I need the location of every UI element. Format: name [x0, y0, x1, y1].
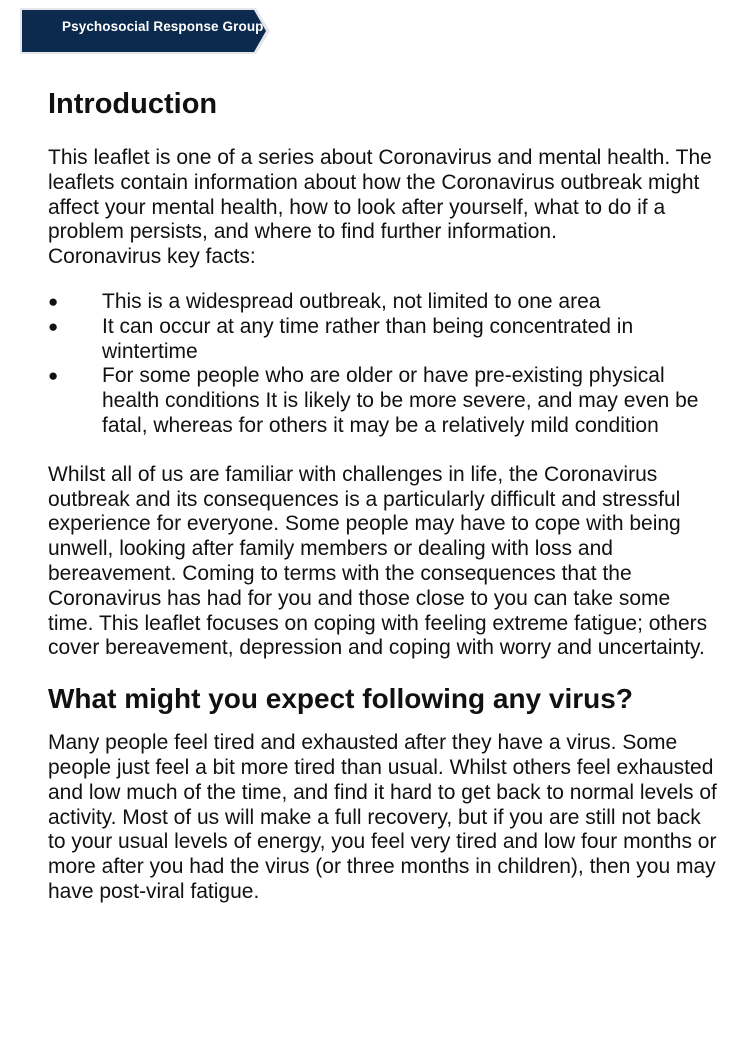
key-fact-item: ● It can occur at any time rather than being concentrated in wintertime	[48, 314, 634, 363]
bullet-icon: ●	[48, 291, 59, 311]
key-facts-list	[48, 290, 718, 439]
header-tag-label: Psychosocial Response Group	[62, 19, 264, 34]
whilst-paragraph: Whilst all of us are familiar with challenges in life, the Coronavirus outbreak and its consequences is a particularly difficult and stressful experience for everyone. Some people may have to cope with being unwell, looking after family members or dealing with loss and bereavement. Coming to terms with the consequences that the Coronavirus has had for you and those close to you can take some time. This leaflet focuses on coping with feeling extreme fatigue; others cover bereavement, depression and coping with worry and uncertainty.	[48, 462, 708, 660]
intro-heading: Introduction	[48, 88, 218, 120]
expect-heading: What might you expect following any virus?	[48, 683, 633, 715]
bullet-icon: ●	[48, 316, 59, 336]
header-tag	[20, 8, 270, 54]
key-fact-item: ● This is a widespread outbreak, not limited to one area	[48, 289, 601, 313]
bullet-icon: ●	[48, 366, 59, 386]
intro-paragraph: This leaflet is one of a series about Coronavirus and mental health. The leaflets contain information about how the Coronavirus outbreak might affect your mental health, how to look after yourself, what to do if a problem persists, and where to find further information.	[48, 146, 712, 244]
leaflet-content	[48, 84, 718, 905]
expect-paragraph: Many people feel tired and exhausted after they have a virus. Some people just feel a bit more tired than usual. Whilst others feel exhausted and low much of the time, and find it hard to get back to normal levels of activity. Most of us will make a full recovery, but if you are still not back to your usual levels of energy, you feel very tired and low four months or more after you had the virus (or three months in children), then you may have post-viral fatigue.	[48, 731, 717, 903]
key-fact-item: ● For some people who are older or have pre-existing physical health conditions It is likely to be more severe, and may even be fatal, whereas for others it may be a relatively mild condition	[48, 364, 699, 437]
key-facts-label: Coronavirus key facts:	[48, 245, 256, 269]
